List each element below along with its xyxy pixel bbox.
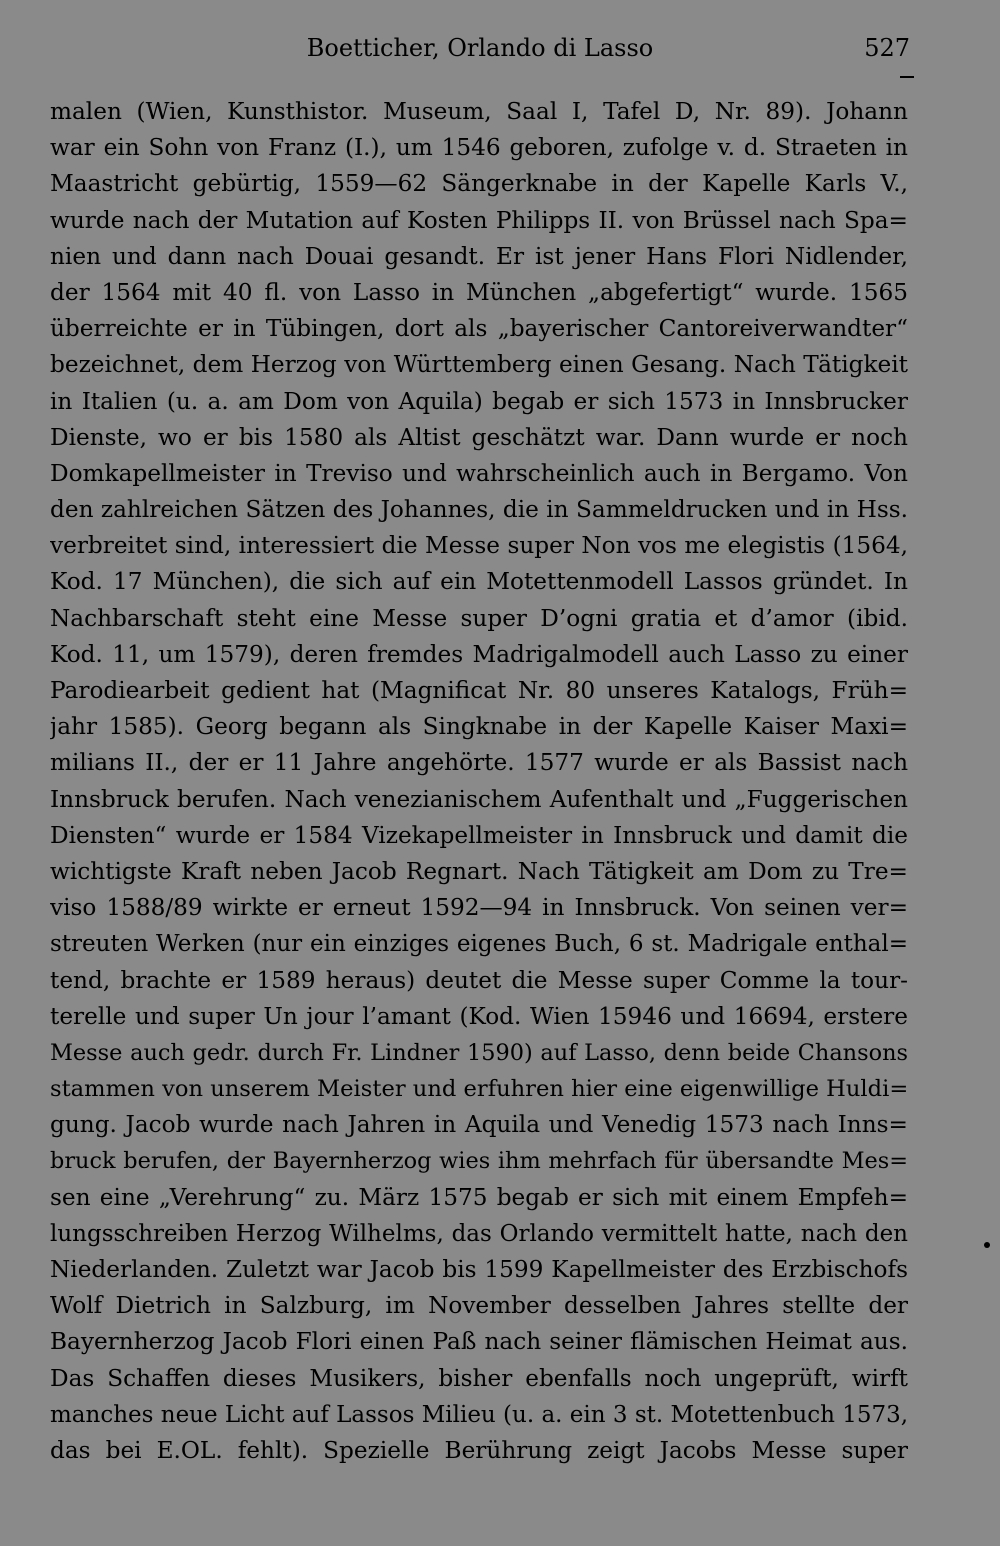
- text-line: Domkapellmeister in Treviso und wahrscheinlich auch in Bergamo. Von: [50, 459, 908, 487]
- text-line: Diensten“ wurde er 1584 Vizekapellmeister in Innsbruck und damit die: [50, 821, 908, 849]
- text-line: wichtigste Kraft neben Jacob Regnart. Nach Tätigkeit am Dom zu Tre=: [50, 857, 908, 885]
- text-line: Nachbarschaft steht eine Messe super D’ogni gratia et d’amor (ibid.: [50, 604, 908, 632]
- text-line: Kod. 17 München), die sich auf ein Motettenmodell Lassos gründet. In: [50, 568, 908, 596]
- text-line: Wolf Dietrich in Salzburg, im November desselben Jahres stellte der: [50, 1292, 908, 1320]
- text-line: wurde nach der Mutation auf Kosten Philipps II. von Brüssel nach Spa=: [50, 206, 908, 234]
- text-line: in Italien (u. a. am Dom von Aquila) begab er sich 1573 in Innsbrucker: [50, 387, 908, 415]
- text-line: Das Schaffen dieses Musikers, bisher ebenfalls noch ungeprüft, wirft: [50, 1364, 908, 1392]
- text-line: viso 1588/89 wirkte er erneut 1592—94 in Innsbruck. Von seinen ver=: [50, 894, 908, 922]
- text-line: stammen von unserem Meister und erfuhren hier eine eigenwillige Huldi=: [50, 1076, 908, 1103]
- text-line: streuten Werken (nur ein einziges eigenes Buch, 6 st. Madrigale enthal=: [50, 931, 908, 958]
- text-line: malen (Wien, Kunsthistor. Museum, Saal I, Tafel D, Nr. 89). Johann: [50, 98, 908, 125]
- text-line: Bayernherzog Jacob Flori einen Paß nach seiner flämischen Heimat aus.: [50, 1328, 908, 1356]
- text-line: Dienste, wo er bis 1580 als Altist geschätzt war. Dann wurde er noch: [50, 423, 908, 451]
- header-rule-mark: [900, 76, 914, 78]
- text-line: der 1564 mit 40 fl. von Lasso in München „abgefertigt“ wurde. 1565: [50, 278, 908, 306]
- text-line: nien und dann nach Douai gesandt. Er ist jener Hans Flori Nidlender,: [50, 242, 908, 270]
- text-line: überreichte er in Tübingen, dort als „bayerischer Cantoreiverwandter“: [50, 315, 908, 343]
- text-line: manches neue Licht auf Lassos Milieu (u. a. ein 3 st. Motettenbuch 1573,: [50, 1401, 908, 1428]
- text-line: jahr 1585). Georg begann als Singknabe in der Kapelle Kaiser Maxi=: [50, 713, 908, 741]
- text-line: Messe auch gedr. durch Fr. Lindner 1590) auf Lasso, denn beide Chansons: [50, 1039, 908, 1066]
- text-line: bezeichnet, dem Herzog von Württemberg einen Gesang. Nach Tätigkeit: [50, 351, 908, 379]
- running-title: Boetticher, Orlando di Lasso: [306, 34, 654, 62]
- text-line: milians II., der er 11 Jahre angehörte. 1577 wurde er als Bassist nach: [50, 749, 908, 777]
- text-line: den zahlreichen Sätzen des Johannes, die in Sammeldrucken und in Hss.: [50, 496, 908, 524]
- text-line: terelle und super Un jour l’amant (Kod. Wien 15946 und 16694, erstere: [50, 1002, 908, 1030]
- text-line: Parodiearbeit gedient hat (Magnificat Nr. 80 unseres Katalogs, Früh=: [50, 677, 908, 704]
- text-line: bruck berufen, der Bayernherzog wies ihm mehrfach für übersandte Mes=: [50, 1148, 908, 1175]
- text-line: tend, brachte er 1589 heraus) deutet die Messe super Comme la tour-: [50, 966, 908, 994]
- text-line: gung. Jacob wurde nach Jahren in Aquila und Venedig 1573 nach Inns=: [50, 1111, 908, 1139]
- running-head: [50, 34, 910, 70]
- text-line: Innsbruck berufen. Nach venezianischem Aufenthalt und „Fuggerischen: [50, 785, 908, 813]
- margin-speck: [984, 1242, 990, 1248]
- body-text: [50, 94, 908, 1469]
- text-line: verbreitet sind, interessiert die Messe super Non vos me elegistis (1564,: [50, 532, 908, 560]
- text-line: war ein Sohn von Franz (I.), um 1546 geboren, zufolge v. d. Straeten in: [50, 134, 908, 162]
- page-number: 527: [864, 34, 910, 62]
- text-line: Niederlanden. Zuletzt war Jacob bis 1599 Kapellmeister des Erzbischofs: [50, 1256, 908, 1283]
- text-line: lungsschreiben Herzog Wilhelms, das Orlando vermittelt hatte, nach den: [50, 1220, 908, 1247]
- text-line: sen eine „Verehrung“ zu. März 1575 begab er sich mit einem Empfeh=: [50, 1183, 908, 1211]
- text-line: Kod. 11, um 1579), deren fremdes Madrigalmodell auch Lasso zu einer: [50, 640, 908, 668]
- text-line: Maastricht gebürtig, 1559—62 Sängerknabe in der Kapelle Karls V.,: [50, 170, 908, 198]
- text-line: das bei E.OL. fehlt). Spezielle Berührung zeigt Jacobs Messe super: [50, 1436, 908, 1464]
